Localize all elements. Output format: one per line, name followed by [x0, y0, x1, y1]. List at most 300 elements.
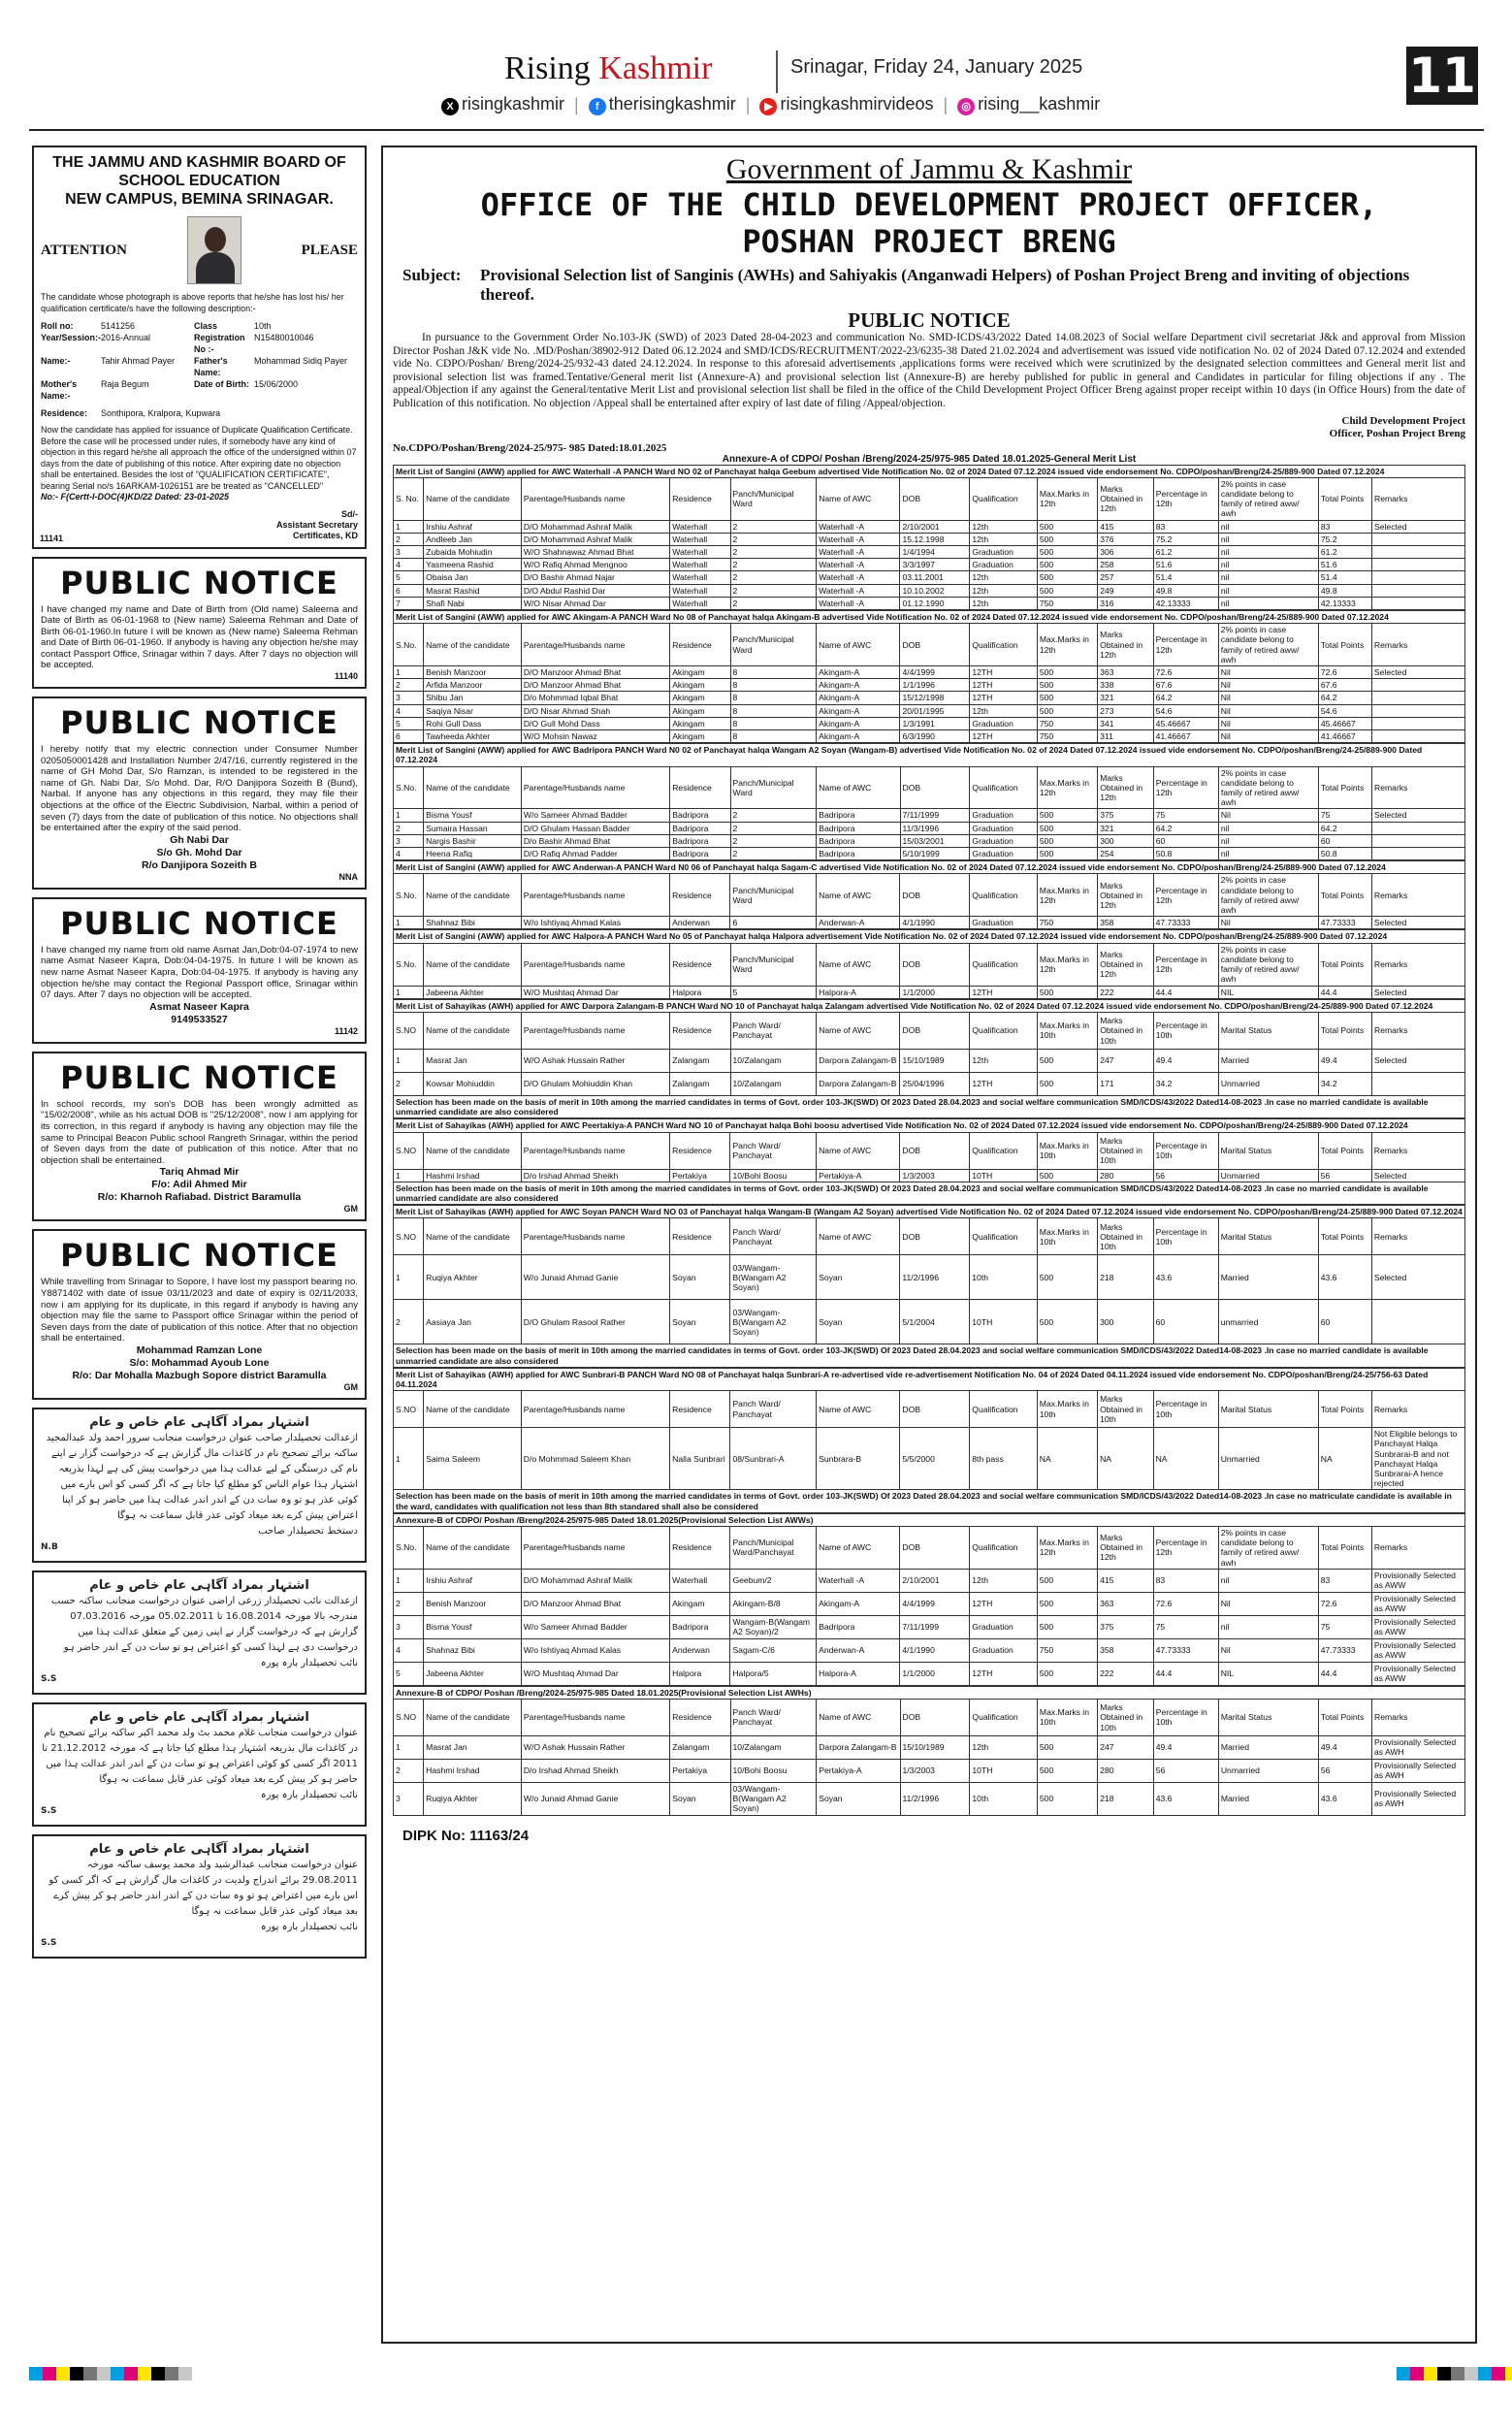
table-cell: D/O Nisar Ahmad Shah [521, 704, 669, 717]
column-header: Name of AWC [817, 624, 900, 666]
table-cell: W/O Ashak Hussain Rather [521, 1049, 669, 1072]
table-cell: 42.13333 [1153, 597, 1218, 609]
table-cell: 12TH [970, 692, 1038, 704]
table-cell: 8th pass [970, 1428, 1038, 1490]
table-cell: 10TH [970, 1169, 1037, 1182]
color-swatch [165, 2367, 178, 2380]
table-note-row [394, 1344, 1465, 1367]
table-cell: 500 [1037, 809, 1097, 822]
column-header: S.NO [394, 1699, 424, 1735]
table-cell: 258 [1098, 559, 1154, 571]
table-cell: 51.6 [1318, 559, 1371, 571]
table-cell: Soyan [817, 1255, 900, 1300]
social-handle: risingkashmir [462, 94, 565, 113]
table-cell: 171 [1098, 1072, 1154, 1095]
table-cell: 12th [970, 1569, 1038, 1592]
table-cell: 4/1/1990 [900, 1638, 970, 1662]
table-cell: Masrat Jan [424, 1735, 522, 1759]
table-cell: Anderwan-A [817, 917, 900, 929]
table-cell: 51.6 [1153, 559, 1218, 571]
urdu-notice-tag: S.S [41, 1673, 57, 1684]
table-cell: D/O Mohammad Ashraf Malik [521, 1569, 669, 1592]
public-notice-box [32, 1229, 367, 1400]
table-row [394, 597, 1465, 609]
column-header: Percentage in 10th [1153, 1699, 1218, 1735]
column-header: DOB [900, 477, 970, 520]
table-cell: 1 [394, 666, 424, 679]
table-cell: Akingam [670, 679, 730, 692]
table-row [394, 822, 1465, 834]
table-row [394, 1428, 1465, 1490]
table-cell: nil [1218, 571, 1318, 584]
column-header: Remarks [1372, 1699, 1465, 1735]
table-cell: nil [1218, 848, 1318, 860]
column-header: Marital Status [1218, 1132, 1318, 1169]
table-cell: 500 [1037, 1300, 1097, 1344]
table-cell: 75 [1318, 1615, 1371, 1638]
merit-table [393, 1686, 1465, 1816]
table-row [394, 730, 1465, 743]
table-cell: 218 [1098, 1255, 1154, 1300]
public-notice-tag: 11140 [334, 671, 358, 682]
color-swatch [1410, 2367, 1424, 2380]
table-cell: 4 [394, 848, 424, 860]
please-label: PLEASE [301, 242, 358, 258]
table-cell: Waterhall -A [817, 520, 900, 533]
column-header: DOB [900, 1526, 970, 1569]
table-cell: Rohi Gull Dass [424, 717, 522, 729]
public-notice-box [32, 1052, 367, 1222]
table-cell: D/o Mohmmad Iqbal Bhat [521, 692, 669, 704]
table-cell: Anderwan [670, 1638, 730, 1662]
table-cell: 300 [1098, 834, 1154, 847]
table-caption-row [394, 861, 1465, 874]
column-header: Qualification [970, 1391, 1038, 1428]
table-cell: Darpora Zalangam-B [817, 1735, 900, 1759]
column-header: Qualification [970, 1132, 1037, 1169]
column-header: S.No. [394, 1526, 424, 1569]
table-caption: Merit List of Sangini (AWW) applied for AWC Akingam-A PANCH Ward No 08 of Panchayat halqa Akingam-B advertised Vide Notification No. 02 of 2024 Dated 07.12.2024 issued vide endorsement No. CDPO/poshan/Breng/24-25/889-900 Dated 07.12.2024 [394, 611, 1465, 624]
column-header: Qualification [970, 874, 1038, 917]
table-cell: Anderwan [670, 917, 730, 929]
column-header: Parentage/Husbands name [521, 1526, 669, 1569]
table-cell: NA [1318, 1428, 1371, 1490]
column-header: S.NO [394, 1218, 424, 1255]
table-cell: Selected [1372, 520, 1465, 533]
masthead-divider [776, 50, 778, 93]
table-header-row [394, 874, 1465, 917]
header-rule [29, 129, 1484, 131]
table-cell: Jabeena Akhter [424, 1662, 522, 1685]
table-cell: Pertakiya-A [817, 1759, 900, 1782]
table-cell: D/o Mohmmad Saleem Khan [521, 1428, 669, 1490]
table-cell: 72.6 [1153, 666, 1218, 679]
column-header: Parentage/Husbands name [521, 766, 669, 809]
column-header: Percentage in 12th [1153, 766, 1218, 809]
table-cell: 75.2 [1318, 533, 1371, 545]
table-caption: Merit List of Sahayikas (AWH) applied for AWC Soyan PANCH Ward NO 03 of Panchayat halqa Wangam-B (Wangam A2 Soyan) advertised Vide Notification No. 02 of 2024 Dated 07.12.2024 issued vide endorsement No. CDPO/poshan/Breng/24-25/889-900 Dated 07.12.2024 [394, 1206, 1465, 1218]
table-cell: Married [1218, 1255, 1318, 1300]
office-heading-1: OFFICE OF THE CHILD DEVELOPMENT PROJECT OFFICER, [480, 186, 1378, 223]
detail-value: Tahir Ahmad Payer [101, 356, 176, 366]
table-cell: Nil [1218, 1592, 1318, 1615]
table-cell: Akingam [670, 666, 730, 679]
column-header: Residence [670, 1526, 730, 1569]
public-notice-signature: Tariq Ahmad Mir [159, 1166, 240, 1179]
detail-key: Year/Session:- [41, 333, 102, 342]
table-cell: 03.11.2001 [900, 571, 970, 584]
table-cell: 49.8 [1153, 584, 1218, 597]
table-cell: 60 [1318, 834, 1371, 847]
table-cell: nil [1218, 1615, 1318, 1638]
table-cell [1372, 584, 1465, 597]
column-header: Max.Marks in 10th [1037, 1699, 1097, 1735]
table-cell: 415 [1098, 1569, 1154, 1592]
table-cell [1371, 679, 1464, 692]
bose-ref: No:- F(Certt-I-DOC(4)KD/22 Dated: 23-01-2025 [41, 492, 230, 502]
table-cell: Masrat Jan [424, 1049, 522, 1072]
column-header: Marital Status [1218, 1699, 1318, 1735]
public-notices [32, 557, 367, 1400]
column-header: Name of the candidate [424, 1699, 522, 1735]
table-cell: 60 [1153, 1300, 1218, 1344]
table-cell: 54.6 [1318, 704, 1371, 717]
table-cell: Shafi Nabi [424, 597, 522, 609]
table-cell: 8 [730, 666, 817, 679]
social-separator: | [745, 94, 751, 114]
social-handle: risingkashmirvideos [780, 94, 934, 113]
table-cell: 49.4 [1153, 1049, 1218, 1072]
column-header: Qualification [970, 943, 1038, 986]
table-cell: 8 [730, 717, 817, 729]
table-cell: Badripora [817, 822, 900, 834]
table-cell [1372, 559, 1465, 571]
table-cell: 280 [1098, 1759, 1154, 1782]
page-number: 11 [1406, 47, 1478, 105]
column-header: Max.Marks in 12th [1037, 943, 1097, 986]
table-cell: 2 [730, 848, 817, 860]
table-cell: D/O Manzoor Ahmad Bhat [521, 1592, 669, 1615]
social-separator: | [574, 94, 579, 114]
table-cell: Kowsar Mohiuddin [424, 1072, 522, 1095]
table-cell: Akingam-A [817, 679, 900, 692]
table-cell: 1/4/1994 [900, 545, 970, 558]
subject-key: Subject: [402, 266, 462, 284]
column-header: S.No. [394, 624, 424, 666]
public-notice-box [32, 557, 367, 690]
table-caption-row [394, 1206, 1465, 1218]
table-cell: Graduation [970, 834, 1038, 847]
bose-address: NEW CAMPUS, BEMINA SRINAGAR. [65, 191, 334, 208]
column-header: Max.Marks in 12th [1037, 1526, 1097, 1569]
color-swatch [56, 2367, 70, 2380]
column-header: Residence [670, 1699, 730, 1735]
column-header: Name of the candidate [424, 1391, 522, 1428]
table-cell: Selected [1372, 809, 1465, 822]
officer-sig-2: Officer, Poshan Project Breng [1329, 427, 1465, 439]
table-cell: Soyan [670, 1255, 730, 1300]
table-cell: Waterhall -A [817, 533, 900, 545]
table-cell: 45.46667 [1318, 717, 1371, 729]
column-header: Name of the candidate [424, 1132, 522, 1169]
table-cell: 7 [394, 597, 424, 609]
table-cell: Graduation [970, 545, 1038, 558]
public-notice-signature: 9149533527 [171, 1013, 228, 1025]
column-header: Remarks [1371, 624, 1464, 666]
urdu-notice-box [32, 1834, 367, 1959]
table-cell: 10th [970, 1255, 1038, 1300]
color-swatch [97, 2367, 111, 2380]
table-cell: 500 [1037, 520, 1097, 533]
table-cell: Hashmi Irshad [424, 1169, 522, 1182]
table-cell: 12TH [970, 1662, 1038, 1685]
table-cell: 1 [394, 1049, 424, 1072]
table-cell: Pertakiya [670, 1759, 730, 1782]
table-cell: Shahnaz Bibi [424, 917, 522, 929]
table-cell: Badripora [670, 848, 730, 860]
table-cell: 6 [394, 584, 424, 597]
table-cell: 08/Sunbrari-A [730, 1428, 817, 1490]
column-header: Residence [670, 1132, 730, 1169]
table-row [394, 533, 1465, 545]
public-notice-title: PUBLIC NOTICE [60, 704, 338, 742]
table-cell: 10TH [970, 1759, 1038, 1782]
table-cell: 49.4 [1153, 1735, 1218, 1759]
merit-table [393, 1205, 1465, 1368]
table-cell: nil [1218, 1569, 1318, 1592]
merit-table [393, 1118, 1465, 1205]
table-cell: 12TH [970, 666, 1038, 679]
reference-number: No.CDPO/Poshan/Breng/2024-25/975- 985 Dated:18.01.2025 [393, 441, 667, 454]
table-cell: Nil [1218, 730, 1318, 743]
column-header: Name of AWC [817, 874, 900, 917]
candidate-photo [187, 216, 241, 284]
column-header: Marital Status [1218, 1012, 1318, 1049]
column-header: Marks Obtained in 12th [1098, 766, 1154, 809]
column-header: 2% points in case candidate belong to family of retired aww/ awh [1218, 477, 1318, 520]
bose-sig1: Assistant Secretary [275, 519, 358, 530]
table-cell: 1 [394, 1255, 424, 1300]
table-cell: Waterhall [670, 545, 730, 558]
table-cell: Zalangam [670, 1049, 730, 1072]
table-cell: Andleeb Jan [424, 533, 522, 545]
table-caption-row [394, 611, 1465, 624]
table-cell: Akingam-A [817, 1592, 900, 1615]
table-cell: 4/1/1990 [900, 917, 970, 929]
table-cell: 03/Wangam-B(Wangam A2 Soyan) [730, 1255, 817, 1300]
table-cell: Nil [1218, 1638, 1318, 1662]
table-cell: W/O Ashak Hussain Rather [521, 1735, 669, 1759]
table-header-row [394, 1012, 1465, 1049]
table-cell: 311 [1098, 730, 1154, 743]
bose-body: Now the candidate has applied for issuance of Duplicate Qualification Certificate. Before the case will be processed under rules, if somebody have any kind of objection in this regard he/she all approach the office of the undersigned within 07 days from the date of publishing of this notice. After expiring date no objection shall be entertained. Besides the lost of "QUALIFICATION CERTIFICATE", bearing Serial no/s 16ARKAM-1026151 are be treated as "CANCELLED" [41, 425, 357, 491]
table-caption-row [394, 465, 1465, 477]
table-cell: Irshiu Ashraf [424, 1569, 522, 1592]
table-cell: 358 [1098, 1638, 1154, 1662]
table-cell: NA [1153, 1428, 1218, 1490]
table-cell: 500 [1037, 533, 1097, 545]
table-caption: Merit List of Sangini (AWW) applied for AWC Anderwan-A PANCH Ward N0 06 of Panchayat halqa Sagam-C advertised Vide Notification No. 02 of 2024 Dated 07.12.2024 issued vide endorsement No. CDPO/poshan/Breng/24-25/889-900 Dated 07.12.2024 [394, 861, 1465, 874]
table-cell: Nil [1218, 692, 1318, 704]
column-header: Max.Marks in 12th [1037, 766, 1097, 809]
public-notice-text: I have changed my name from old name Asmat Jan,Dob:04-07-1974 to new name Asmat Naseer Kapra, Dob:04-04-1975. In future I will be known as new name Asmat Naseer Kapra, Dob:04-04-1975. If anybody is having any objection he/she may contact the Regional Passport office, Srinagar within 07 days. After 7 days no objection will be accepted. [41, 944, 358, 1001]
table-cell: 1 [394, 1569, 424, 1592]
table-cell: 15/03/2001 [900, 834, 970, 847]
table-cell: 34.2 [1318, 1072, 1371, 1095]
table-cell: 2/10/2001 [900, 1569, 970, 1592]
public-notice-signature: Mohammad Ramzan Lone [136, 1344, 263, 1356]
table-cell: 280 [1098, 1169, 1154, 1182]
column-header: Panch/Municipal Ward [730, 477, 817, 520]
table-cell: 83 [1153, 1569, 1218, 1592]
column-header: Total Points [1318, 874, 1371, 917]
table-cell: 500 [1037, 1662, 1097, 1685]
urdu-notice-body: ازعدالت تحصیلدار صاحب عنوان درخواست منجانب سرور احمد ولد عبدالمجید ساکنہ برائے تصحیح نام در کاغذات مال گزارش ہے کہ درخواست گزار نے اپنے نام کی درستگی کے لیے عدالت ہذا میں درخواست پیش کی ہے لہذا بذریعہ اشتہار ہذا عوام الناس کو مطلع کیا جاتا ہے کہ اگر کسی کو اس بارے میں کوئی عذر ہو تو وہ سات دن کے اندر اندر عدالت ہذا میں حاضر ہو کر اپنا اعتراض پیش کرے بعد میعاد کوئی عذر قابل سماعت نہ ہوگا [46, 1432, 358, 1521]
table-cell: 2 [730, 809, 817, 822]
column-header: Panch Ward/ Panchayat [730, 1391, 817, 1428]
color-swatch [124, 2367, 138, 2380]
column-header: DOB [900, 1012, 970, 1049]
column-header: Name of the candidate [424, 943, 522, 986]
column-header: Total Points [1318, 1012, 1371, 1049]
table-cell: 44.4 [1153, 1662, 1218, 1685]
column-header: 2% points in case candidate belong to family of retired aww/ awh [1218, 1526, 1318, 1569]
table-header-row [394, 1218, 1465, 1255]
column-header: Remarks [1372, 766, 1465, 809]
column-header: Qualification [970, 1526, 1038, 1569]
table-cell: 321 [1098, 822, 1154, 834]
table-cell: 44.4 [1153, 986, 1218, 998]
table-cell: 60 [1318, 1300, 1371, 1344]
table-cell: 1/1/1996 [900, 679, 970, 692]
column-header: Name of the candidate [424, 1218, 522, 1255]
column-header: Qualification [970, 766, 1038, 809]
left-column [32, 146, 367, 2338]
table-cell: 247 [1098, 1735, 1154, 1759]
table-cell: 64.2 [1153, 822, 1218, 834]
masthead-kashmir: Kashmir [598, 50, 713, 86]
table-cell: Arfida Manzoor [424, 679, 522, 692]
table-cell: 67.6 [1153, 679, 1218, 692]
table-cell: Heena Rafiq [424, 848, 522, 860]
candidate-details [41, 320, 358, 402]
table-cell: D/o Irshad Ahmad Sheikh [521, 1759, 669, 1782]
table-row [394, 1255, 1465, 1300]
table-cell: 7/11/1999 [900, 1615, 970, 1638]
public-notice-tag: GM [343, 1204, 358, 1214]
table-cell: 5/1/2004 [900, 1300, 970, 1344]
table-caption: Merit List of Sangini (AWW) applied for AWC Badripora PANCH Ward N0 02 of Panchayat halqa Wangam A2 Soyan (Wangam-B) advertised Vide Notification No. 02 of 2024 Dated 07.12.2024 issued vide endorsement No. CDPO/poshan/Breng/24-25/889-900 Dated 07.12.2024 [394, 744, 1465, 766]
masthead-rising: Rising [504, 50, 599, 86]
public-notice-title: PUBLIC NOTICE [60, 904, 338, 942]
table-cell: Akingam-A [817, 717, 900, 729]
table-cell: Graduation [970, 809, 1038, 822]
column-header: Name of AWC [817, 1526, 900, 1569]
column-header: Total Points [1318, 1132, 1371, 1169]
column-header: Panch/Municipal Ward [730, 766, 817, 809]
table-cell: 247 [1098, 1049, 1154, 1072]
table-cell: Waterhall [670, 571, 730, 584]
table-cell: Halpora [670, 986, 730, 998]
column-header: Residence [670, 477, 730, 520]
table-cell: Pertakiya-A [817, 1169, 900, 1182]
column-header: Panch/Municipal Ward [730, 624, 817, 666]
table-cell: 67.6 [1318, 679, 1371, 692]
urdu-notice-signature: نائب تحصیلدار بارہ پورہ [260, 1921, 358, 1932]
table-row [394, 1169, 1465, 1182]
table-row [394, 559, 1465, 571]
table-row [394, 1735, 1465, 1759]
merit-table [393, 929, 1465, 998]
table-cell: Married [1218, 1735, 1318, 1759]
table-cell: Saqiya Nisar [424, 704, 522, 717]
table-cell: 1/1/2000 [900, 1662, 970, 1685]
public-notice-text: I hereby notify that my electric connection under Consumer Number 0205050001428 and Installation Number 2/47/16, currently registered in the name of GH Mohd Dar, S/o Ramzan, is intended to be registered in the name of Gh. Nabi Dar, S/o Mohd. Dar, R/O Danjipora Sozeith B (Bund), Narbal. If anyone has any objections in this regard, they may file their objections at the office of the Electric Subdivision, Narbal, within a period of seven (7) days from the date of publication of this notice. No objections shall be entertained after the expiry of the said period. [41, 744, 358, 834]
column-header: Total Points [1318, 943, 1371, 986]
table-header-row [394, 477, 1465, 520]
table-cell: nil [1218, 520, 1318, 533]
detail-value: 10th [254, 321, 272, 331]
color-swatch [1397, 2367, 1410, 2380]
table-cell: 500 [1037, 1615, 1097, 1638]
table-cell: 500 [1037, 1169, 1097, 1182]
table-cell: 254 [1098, 848, 1154, 860]
public-notice-title: PUBLIC NOTICE [60, 1058, 338, 1096]
table-cell [1372, 545, 1465, 558]
table-cell: NA [1037, 1428, 1097, 1490]
notice-paragraph: In pursuance to the Government Order No.103-JK (SWD) of 2023 Dated 28-04-2023 and communication No. SMD-ICDS/43/2022 Dated 14.08.2023 of Social welfare Department civil secretariat J&k and approval from Mission Director Poshan J&K vide No. .MD/Poshan/38902-912 Dated 06.12.2024 and SMD/ICDS/RECRUITMENT/2022-23/6235-38 Dated 21.02.2024 and advertisement was issued vide notification No. 02 of 2024 Dated 07.12.2024 and extended vide No. CDPO/Poshan/ Breng/2024-25/932-43 dated 24.12.2024. In response to this aforesaid advertisements ,applications forms were received which were scrutinized by the designated selection committees and General merit list and provisional selection list was framed.Tentative/General merit list (Annexure-A) and provisional selection list (Annexure-B) are hereby published for public in general and Candidates in particular for filing objections if any . The appeal/Objection if any against the General/tentative Merit List and provisional selection list shall be filed in the office of the Child Development Project Officer Breng against proper receipt within 10 days (in Office Hours) from the date of Publication of this notification. No objection /Appeal shall be entertained after expiry of last date of filing /Appeal/objection. [393, 332, 1465, 409]
table-cell: 47.73333 [1153, 917, 1218, 929]
table-cell: 43.6 [1318, 1255, 1371, 1300]
table-cell: Bisma Yousf [424, 1615, 522, 1638]
page-header [0, 0, 1512, 141]
table-cell: Selected [1371, 986, 1464, 998]
table-cell: 222 [1098, 986, 1154, 998]
table-cell: 12th [970, 1735, 1038, 1759]
table-cell: Masrat Rashid [424, 584, 522, 597]
table-caption-row [394, 999, 1465, 1012]
table-header-row [394, 766, 1465, 809]
column-header: Marks Obtained in 10th [1098, 1012, 1154, 1049]
table-caption: Merit List of Sahayikas (AWH) applied for AWC Peertakiya-A PANCH Ward NO 10 of Panchayat halqa Bohi boosu advertised Vide Notification No. 02 of 2024 Dated 07.12.2024 issued vide endorsement No. CDPO/poshan/Breng/24-25/889-900 Dated 07.12.2024 [394, 1119, 1465, 1132]
column-header: Percentage in 10th [1153, 1218, 1218, 1255]
table-cell: 750 [1037, 917, 1097, 929]
public-notice-signature: Gh Nabi Dar [170, 833, 229, 846]
table-cell: 2 [730, 545, 817, 558]
urdu-notice-signature: دستخط تحصیلدار صاحب [258, 1525, 358, 1537]
table-cell: 8 [730, 692, 817, 704]
urdu-notice-box [32, 1702, 367, 1827]
column-header: Name of AWC [817, 1012, 900, 1049]
table-cell: D/O Rafiq Ahmad Padder [521, 848, 669, 860]
table-cell: 750 [1037, 597, 1097, 609]
merit-table [393, 465, 1465, 610]
column-header: Marks Obtained in 12th [1098, 874, 1154, 917]
table-cell: 2 [730, 597, 817, 609]
column-header: Max.Marks in 10th [1037, 1218, 1097, 1255]
column-header: Panch/Municipal Ward/Panchayat [730, 1526, 817, 1569]
urdu-notice-body: ازعدالت نائب تحصیلدار زرعی اراضی عنوان درخواست منجانب ساکنہ حسب مندرجہ بالا مورخہ 16.08.2014 تا 05.02.2011 مورخہ 07.03.2016 گزارش ہے کہ درخواست گزار نے اپنی زمین کے متعلق عدالت ہذا میں درخواست دی ہے لہذا کسی کو اعتراض ہو تو سات دن کے اندر حاضر ہو [50, 1595, 358, 1653]
column-header: Remarks [1372, 1012, 1465, 1049]
table-cell: Provisionally Selected as AWW [1371, 1615, 1464, 1638]
table-cell: 10th [970, 1782, 1038, 1815]
table-cell: Halpora-A [817, 1662, 900, 1685]
column-header: Total Points [1318, 477, 1371, 520]
table-cell: W/O Nisar Ahmad Dar [521, 597, 669, 609]
table-cell: 5 [394, 571, 424, 584]
table-row [394, 679, 1465, 692]
table-cell: Waterhall -A [817, 584, 900, 597]
